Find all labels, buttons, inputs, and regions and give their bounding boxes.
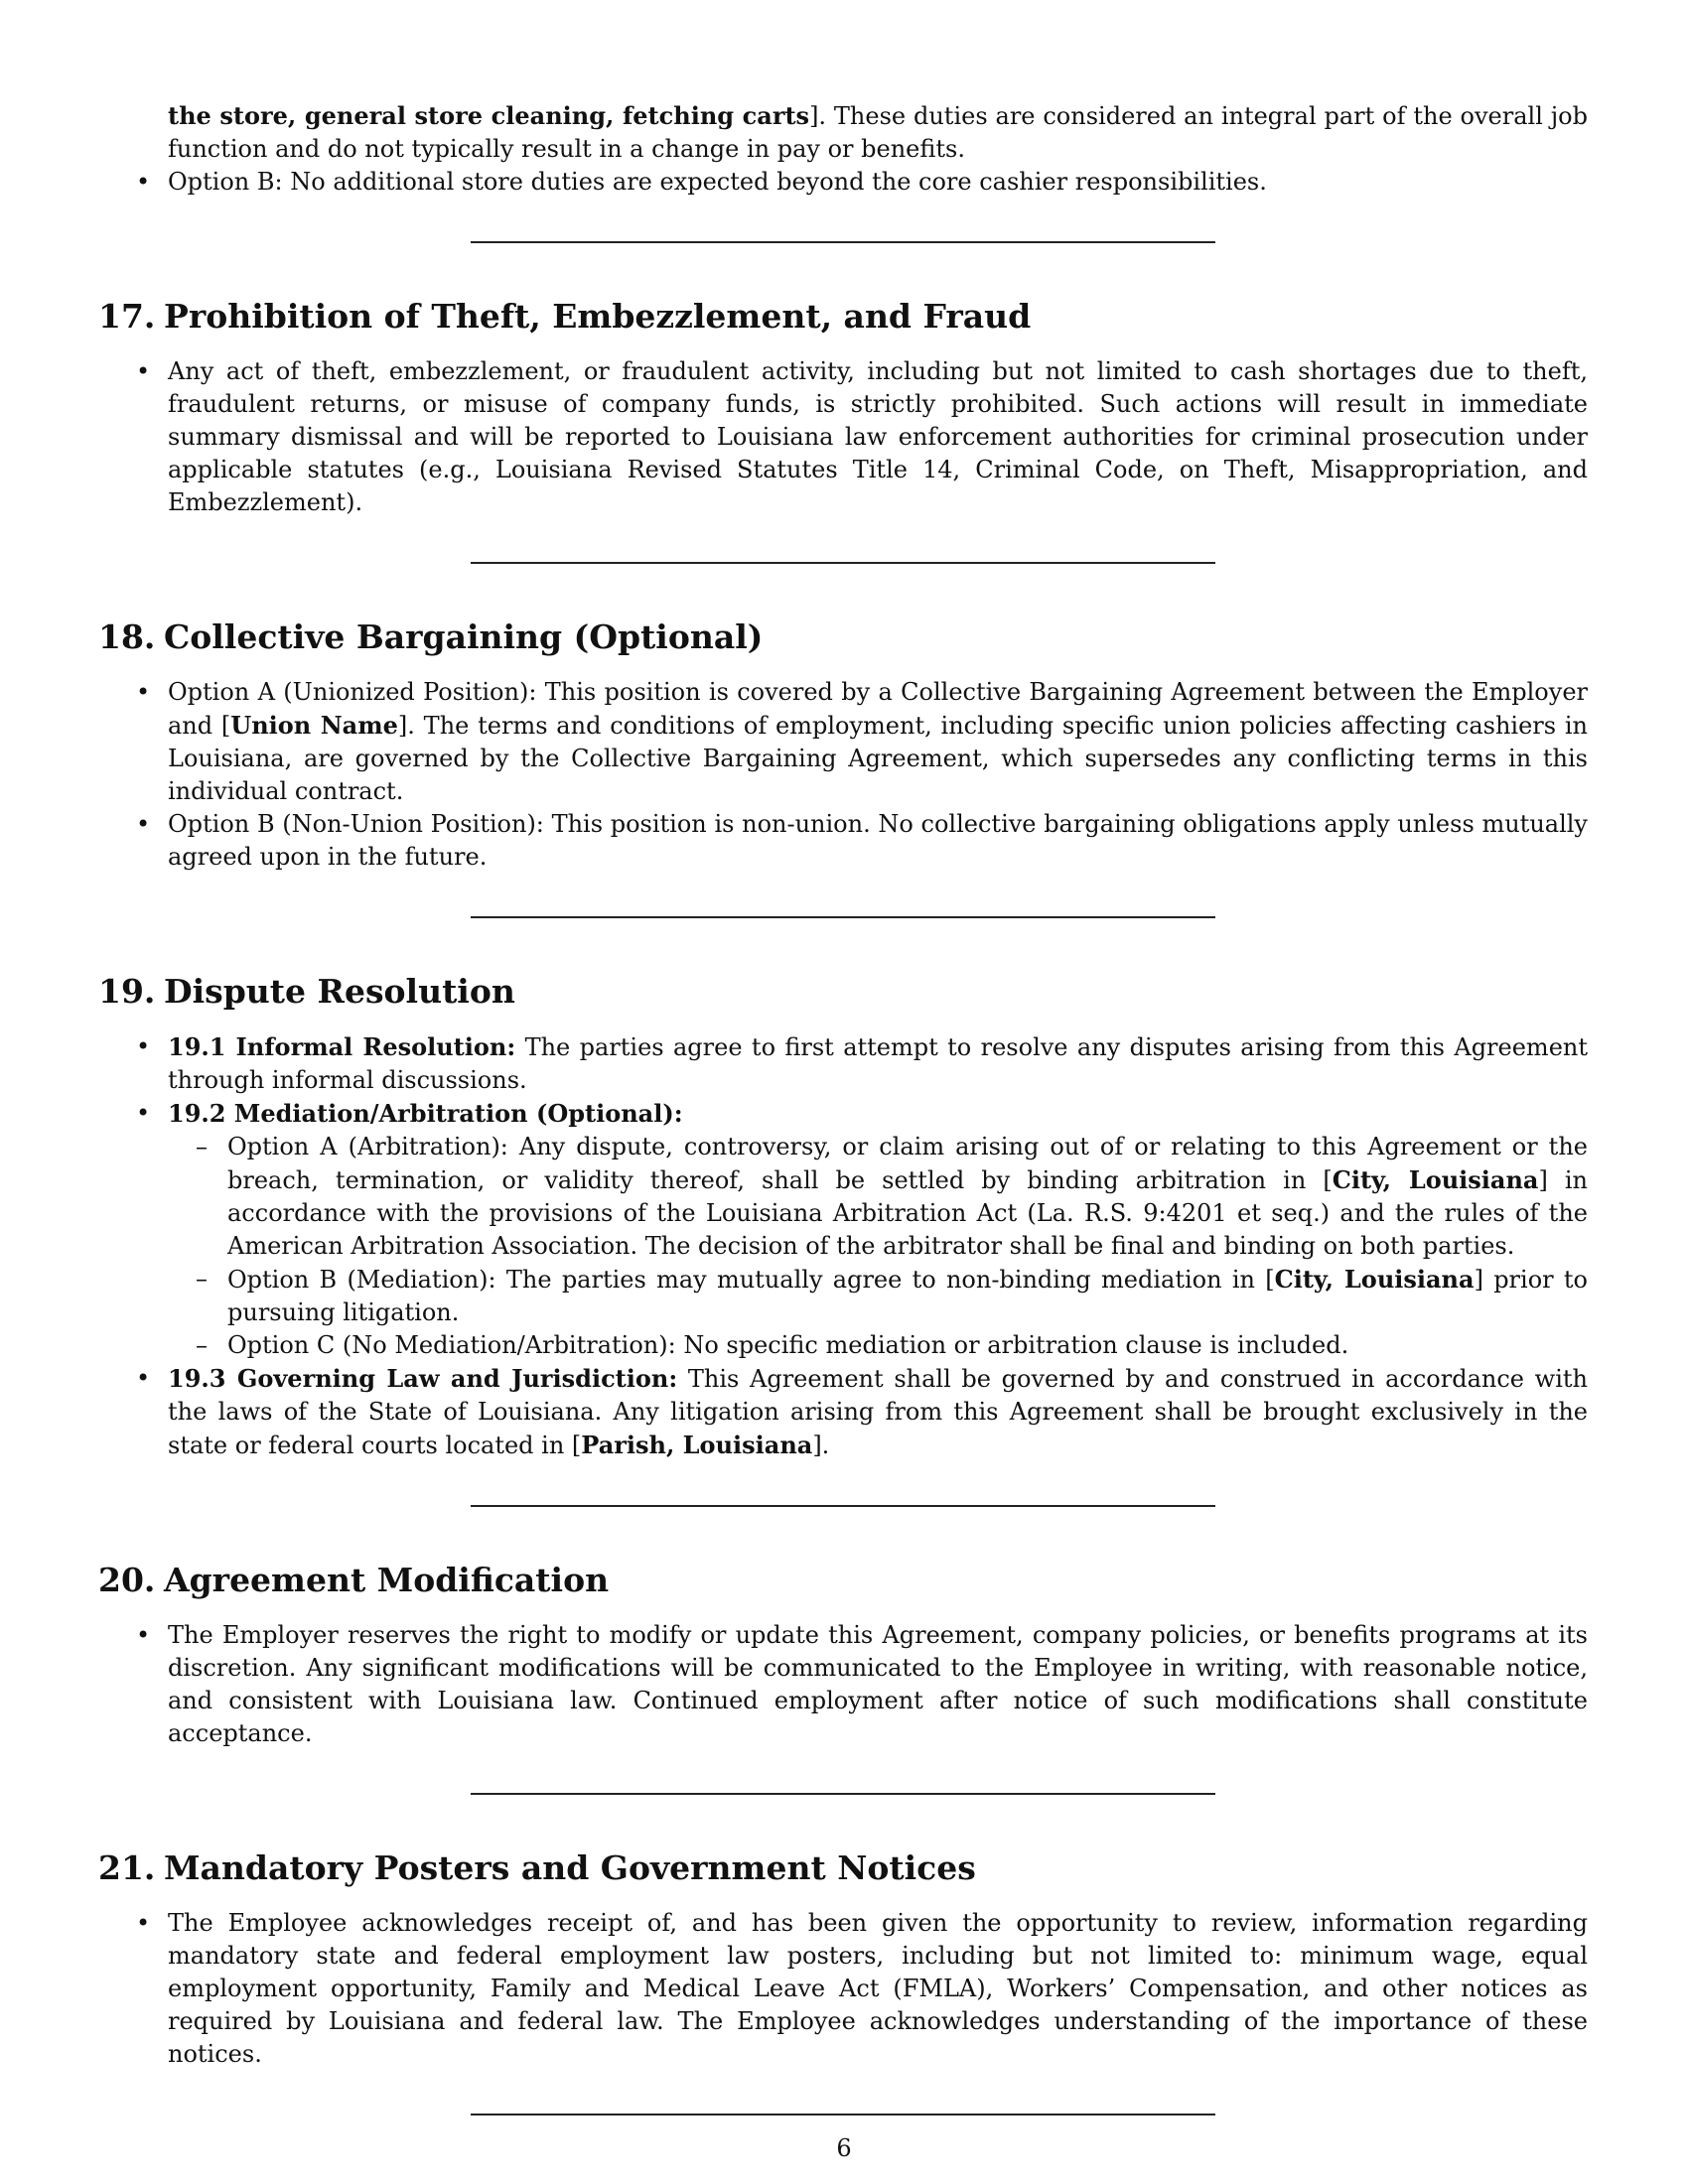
optA-city-placeholder: City, Louisiana <box>1332 1165 1539 1194</box>
section-18-option-a <box>98 676 1588 808</box>
section-19-number: 19. <box>98 972 156 1011</box>
section-17-text: • Any act of theft, embezzlement, or fraudulent activity, including but not limited to cash shortages due to theft, fraudulent returns, or misuse of company funds, is strictly prohibited. Such actions will result in immediate summary dismissal and will be reported to Louisiana law enforcement authorities for criminal prosecution under applicable statutes (e.g., Louisiana Revised Statutes Title 14, Criminal Code, on Theft, Misappropriation, and Embezzlement). <box>98 355 1588 519</box>
section-20-text: • The Employer reserves the right to modify or update this Agreement, company policies, or benefits programs at its discretion. Any significant modifications will be communicated to the Employee in writing, with reasonable notice, and consistent with Louisiana law. Continued employment after notice of such modifications shall constitute acceptance. <box>98 1619 1588 1750</box>
section-17-number: 17. <box>98 297 156 336</box>
section-21-heading <box>98 1848 1588 1888</box>
section-divider <box>471 916 1215 918</box>
section-17 <box>98 297 1588 564</box>
optA-pre: Option A (Arbitration): Any dispute, controversy, or claim arising out of or relating to this Agreement or the breach, termination, or validity thereof, shall be settled by binding arbitration in [ <box>227 1133 1588 1194</box>
page-number: 6 <box>836 2134 852 2162</box>
section-20 <box>98 1561 1588 1795</box>
section-divider <box>471 1793 1215 1795</box>
section-18-heading <box>98 617 1588 657</box>
section-19-3-label: 19.3 Governing Law and Jurisdiction: <box>168 1364 678 1393</box>
section-19-2-label: 19.2 Mediation/Arbitration (Optional): <box>168 1099 683 1128</box>
section-19-title: Dispute Resolution <box>164 972 515 1011</box>
section-19-2-option-c: – Option C (No Mediation/Arbitration): No specific mediation or arbitration clause is included. <box>168 1329 1588 1362</box>
section-18 <box>98 617 1588 918</box>
section-19-3-pre: This Agreement shall be governed by and construed in accordance with the laws of the State of Louisiana. Any litigation arising from this Agreement shall be brought exclusively in the state or federal courts located in [ <box>168 1365 1588 1459</box>
union-name-placeholder: Union Name <box>230 711 398 740</box>
option-a-pre: Option A (Unionized Position): This position is covered by a Collective Bargaining Agreement between the Employer and [ <box>168 678 1588 740</box>
parish-placeholder: Parish, Louisiana <box>581 1431 813 1459</box>
section-19-2 <box>98 1097 1588 1362</box>
intro-paragraph <box>98 99 1588 166</box>
document-body <box>98 99 1588 2116</box>
intro-option-b: • Option B: No additional store duties are expected beyond the core cashier responsibilities. <box>98 166 1588 199</box>
section-19 <box>98 972 1588 1507</box>
section-19-2-option-b <box>168 1263 1588 1329</box>
section-19-1 <box>98 1030 1588 1097</box>
section-18-option-b: • Option B (Non-Union Position): This position is non-union. No collective bargaining obligations apply unless mutually agreed upon in the future. <box>98 808 1588 874</box>
section-divider <box>471 562 1215 564</box>
section-18-title: Collective Bargaining (Optional) <box>164 617 764 656</box>
section-19-heading <box>98 972 1588 1012</box>
section-divider <box>471 241 1215 243</box>
section-17-title: Prohibition of Theft, Embezzlement, and Fraud <box>164 297 1032 336</box>
section-19-3 <box>98 1362 1588 1462</box>
section-19-1-text: The parties agree to first attempt to resolve any disputes arising from this Agreement through informal discussions. <box>168 1033 1588 1094</box>
optA-post: ] in accordance with the provisions of the Louisiana Arbitration Act (La. R.S. 9:4201 et seq.) and the rules of the American Arbitration Association. The decision of the arbitrator shall be final and binding on both parties. <box>227 1166 1589 1260</box>
section-21 <box>98 1848 1588 2116</box>
section-20-number: 20. <box>98 1561 156 1599</box>
intro-rest: ]. These duties are considered an integral part of the overall job function and do not typically result in a change in pay or benefits. <box>168 102 1588 163</box>
section-divider <box>471 1505 1215 1507</box>
section-19-2-option-a <box>168 1131 1588 1263</box>
section-19-1-label: 19.1 Informal Resolution: <box>168 1032 516 1061</box>
section-17-heading <box>98 297 1588 337</box>
section-21-title: Mandatory Posters and Government Notices <box>164 1848 976 1887</box>
section-20-title: Agreement Modification <box>164 1561 610 1599</box>
section-19-3-post: ]. <box>812 1432 830 1459</box>
section-divider <box>471 2114 1215 2116</box>
optB-city-placeholder: City, Louisiana <box>1274 1265 1475 1294</box>
optB-post: ] prior to pursuing litigation. <box>227 1266 1588 1326</box>
section-21-number: 21. <box>98 1848 156 1887</box>
intro-bold: the store, general store cleaning, fetching carts <box>168 101 810 130</box>
section-21-text: • The Employee acknowledges receipt of, and has been given the opportunity to review, information regarding mandatory state and federal employment law posters, including but not limited to: minimum wage, equal employment opportunity, Family and Medical Leave Act (FMLA), Workers’ Compensation, and other notices as required by Louisiana and federal law. The Employee acknowledges understanding of the importance of these notices. <box>98 1907 1588 2071</box>
section-18-number: 18. <box>98 617 156 656</box>
option-a-post: ]. The terms and conditions of employment, including specific union policies affecting cashiers in Louisiana, are governed by the Collective Bargaining Agreement, which supersedes any conflicting terms in this individual contract. <box>168 712 1588 805</box>
optB-pre: Option B (Mediation): The parties may mutually agree to non-binding mediation in [ <box>227 1266 1275 1294</box>
intro-continuation <box>98 99 1588 243</box>
section-20-heading <box>98 1561 1588 1600</box>
